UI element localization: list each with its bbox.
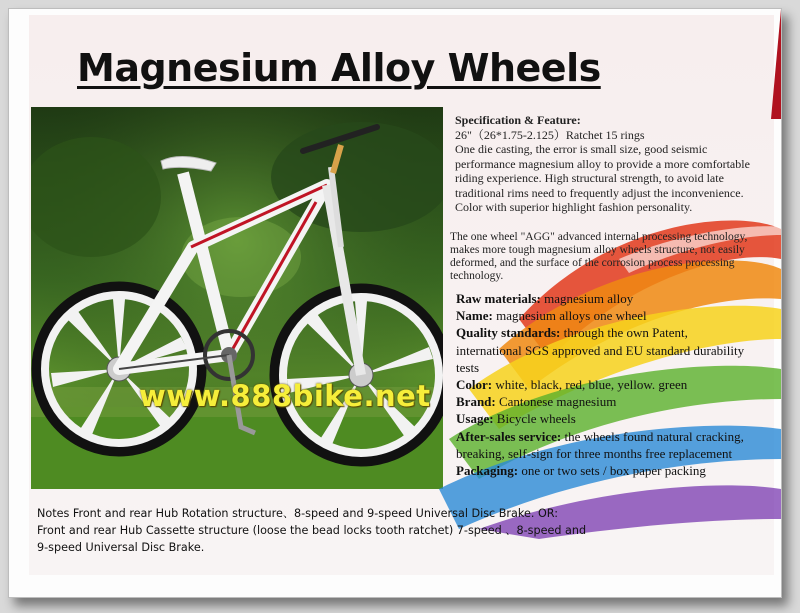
page-title: Magnesium Alloy Wheels bbox=[77, 46, 601, 90]
details-list bbox=[456, 290, 756, 479]
spec-heading: Specification & Feature: bbox=[455, 113, 581, 127]
detail-value: magnesium alloy bbox=[540, 291, 634, 306]
notes-section bbox=[37, 505, 637, 556]
detail-row-quality bbox=[456, 324, 756, 376]
detail-value: the wheels found natural cracking, breaking, self-sign for three months free replacement bbox=[456, 428, 744, 461]
detail-row-color bbox=[456, 376, 756, 393]
detail-key: Quality standards: bbox=[456, 325, 561, 341]
detail-key: Color: bbox=[456, 377, 493, 393]
detail-value: one or two sets / box paper packing bbox=[518, 463, 706, 479]
detail-value: white, black, red, blue, yellow. green bbox=[492, 377, 688, 393]
detail-row-after-sales bbox=[456, 428, 756, 462]
detail-value: magnesium alloys one wheel bbox=[492, 308, 647, 324]
detail-row-brand bbox=[456, 393, 756, 410]
detail-key: Packaging: bbox=[456, 463, 519, 479]
slide bbox=[8, 8, 782, 598]
detail-row-usage bbox=[456, 410, 756, 427]
spec-size-line: 26"（26*1.75-2.125）Ratchet 15 rings bbox=[455, 127, 645, 142]
detail-row-raw-materials bbox=[456, 290, 756, 307]
detail-key: After-sales service: bbox=[456, 428, 562, 444]
detail-value: Cantonese magnesium bbox=[495, 394, 617, 410]
agg-paragraph: The one wheel "AGG" advanced internal processing technology, makes more tough magnesium alloy wheels structure, not easily deformed, and the surface of the corrosion process processing technology. bbox=[450, 231, 748, 282]
red-corner-accent bbox=[751, 9, 781, 119]
detail-key: Raw materials: bbox=[456, 291, 541, 306]
bicycle-illustration bbox=[31, 107, 443, 489]
watermark-url: www.888bike.net bbox=[139, 379, 431, 413]
spec-body: One die casting, the error is small size, good seismic performance magnesium alloy to provide a more comfortable riding experience. High structural strength, to avoid late traditional rims need to frequently adjust the inconvenience. Color with superior highlight fashion personality. bbox=[455, 142, 750, 214]
notes-line-3: 9-speed Universal Disc Brake. bbox=[37, 541, 205, 554]
detail-value: through the own Patent, international SGS approved and EU standard durability tests bbox=[456, 325, 745, 375]
detail-key: Brand: bbox=[456, 394, 496, 410]
spec-section bbox=[455, 113, 767, 215]
detail-value: Bicycle wheels bbox=[493, 411, 576, 427]
detail-row-packaging bbox=[456, 462, 756, 479]
detail-row-name bbox=[456, 307, 756, 324]
detail-key: Name: bbox=[456, 308, 493, 324]
bike-photo bbox=[31, 107, 443, 489]
notes-line-1: Notes Front and rear Hub Rotation structure、8-speed and 9-speed Universal Disc Brake. OR: bbox=[37, 507, 558, 520]
notes-line-2: Front and rear Hub Cassette structure (loose the bead locks tooth ratchet) 7-speed 、8-speed and bbox=[37, 524, 587, 537]
detail-key: Usage: bbox=[456, 411, 494, 427]
agg-technology-text bbox=[450, 231, 772, 283]
